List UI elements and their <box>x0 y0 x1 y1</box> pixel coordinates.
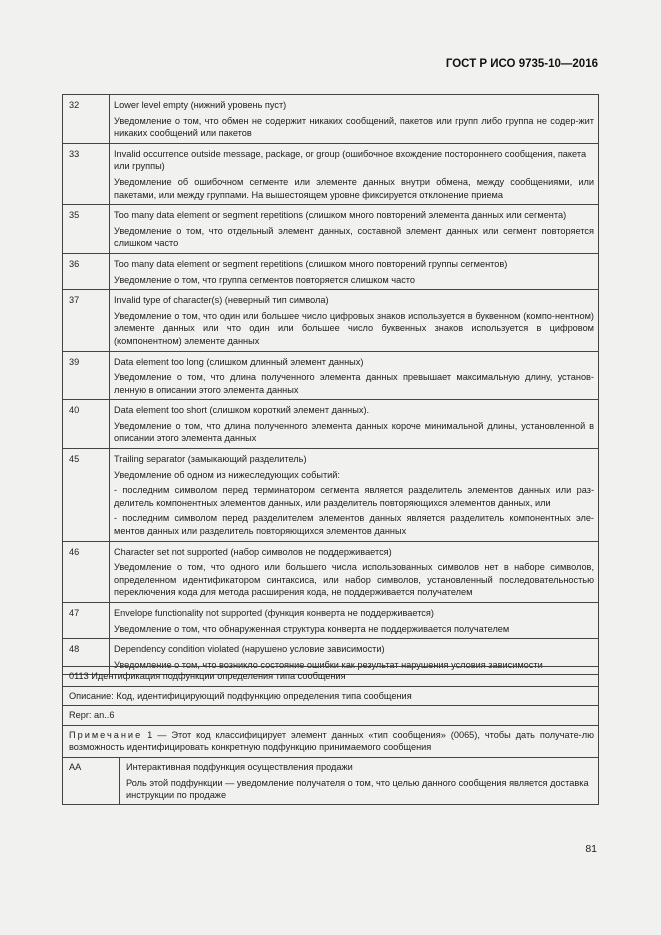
error-explanation: Уведомление о том, что возникло состояние ошибки как результат нарушения условия зависимости <box>114 659 543 670</box>
code-text: Роль этой подфункции — уведомление получателя о том, что целью данного сообщения является доставка инструкции по продаже <box>126 777 589 801</box>
error-explanation: Уведомление о том, что группа сегментов повторяется слишком часто <box>114 274 415 285</box>
error-explanation: - последним символом перед терминатором сегмента является разделитель элементов данных или раз-делитель компонентных элементов данных, или разделитель повторяющихся элементов данных, или <box>114 485 594 508</box>
error-explanation: Уведомление о том, что один или большее число цифровых знаков используется в буквенном (компо-нентном) элементе данных или что один или большее число буквенных знаков используется в цифровом (компонентном) элементе данных <box>114 310 594 346</box>
error-title: Too many data element or segment repetitions (слишком много повторений элемента данных или сегмента) <box>114 210 567 221</box>
error-codes-table <box>62 94 599 675</box>
element-heading: 0113 Идентификация подфункции определения типа сообщения <box>63 667 599 687</box>
error-description <box>110 541 599 602</box>
error-title: Data element too long (слишком длинный элемент данных) <box>114 356 364 367</box>
error-explanation: Уведомление о том, что одного или большего числа использованных символов нет в наборе символов, определенном идентификатором синтаксиса, или набор символов, установленный последовательностью переключения кода для метода расширения кода, не поддерживается получателем <box>114 562 594 598</box>
page-number: 81 <box>585 843 597 855</box>
table-row <box>63 603 599 639</box>
error-description <box>110 253 599 289</box>
error-explanation: Уведомление о том, что отдельный элемент данных, составной элемент данных или сегмент повторяется слишком часто <box>114 225 594 249</box>
error-title: Too many data element or segment repetitions (слишком много повторений группы сегментов) <box>114 258 508 269</box>
error-explanation: - последним символом перед разделителем элементов данных является разделитель компонентных эле-ментов данных или разделитель повторяющихся элементов данных <box>114 513 594 537</box>
error-title: Dependency condition violated (нарушено условие зависимости) <box>114 644 385 655</box>
data-element-table <box>62 666 599 805</box>
error-code: 33 <box>63 143 110 204</box>
table-row <box>63 449 599 542</box>
table-row <box>63 253 599 289</box>
error-description <box>110 143 599 204</box>
table-row <box>63 351 599 400</box>
table-row <box>63 290 599 351</box>
error-code: 47 <box>63 603 110 639</box>
error-code: 39 <box>63 351 110 400</box>
error-code: 46 <box>63 541 110 602</box>
code-value: AA <box>63 758 120 804</box>
error-code: 32 <box>63 95 110 144</box>
table-row <box>63 400 599 449</box>
error-title: Invalid type of character(s) (неверный тип символа) <box>114 295 329 306</box>
element-representation: Repr: an..6 <box>63 706 599 726</box>
element-note <box>63 725 599 757</box>
error-description <box>110 603 599 639</box>
error-explanation: Уведомление о том, что длина полученного элемента данных превышает максимальную длину, установ-ленную в описании этого элемента данных <box>114 372 594 395</box>
note-label: Примечание <box>69 729 143 740</box>
code-description <box>120 758 599 804</box>
error-title: Invalid occurrence outside message, package, or group (ошибочное вхождение постороннего сообщения, пакета или группы) <box>114 148 587 172</box>
error-code: 37 <box>63 290 110 351</box>
error-title: Lower level empty (нижний уровень пуст) <box>114 100 287 110</box>
error-description <box>110 351 599 400</box>
note-text: 1 — Этот код классифицирует элемент данных «тип сообщения» (0065), чтобы дать получате-лю возможность идентифицировать конкретную подфункцию принимаемого сообщения <box>69 729 594 753</box>
error-description <box>110 400 599 449</box>
error-code: 35 <box>63 205 110 254</box>
document-header: ГОСТ Р ИСО 9735-10—2016 <box>445 58 598 70</box>
table-row <box>63 541 599 602</box>
table-row <box>63 143 599 204</box>
error-code: 48 <box>63 639 110 675</box>
error-explanation: Уведомление о том, что длина полученного элемента данных короче минимальной длины, установленной в описании этого элемента данных <box>114 420 594 444</box>
error-explanation: Уведомление о том, что обмен не содержит никаких сообщений, пакетов или групп либо группа не содер-жит никаких сообщений или пакетов <box>114 115 594 139</box>
table-row <box>63 205 599 254</box>
element-description: Описание: Код, идентифицирующий подфункцию определения типа сообщения <box>63 686 599 706</box>
error-explanation: Уведомление об ошибочном сегменте или элементе данных внутри обмена, между сообщениями, или пакетами, или между группами. На вышестоящем уровне фиксируется отклонение приема <box>114 176 594 200</box>
error-title: Character set not supported (набор символов не поддерживается) <box>114 546 392 557</box>
error-code: 45 <box>63 449 110 542</box>
error-title: Envelope functionality not supported (функция конверта не поддерживается) <box>114 608 434 618</box>
error-description <box>110 95 599 144</box>
code-title: Интерактивная подфункция осуществления продажи <box>126 761 353 772</box>
error-explanation: Уведомление об одном из нижеследующих событий: <box>114 469 340 480</box>
error-description <box>110 449 599 542</box>
error-title: Trailing separator (замыкающий разделитель) <box>114 454 307 465</box>
error-explanation: Уведомление о том, что обнаруженная структура конверта не поддерживается получателем <box>114 623 510 634</box>
error-code: 36 <box>63 253 110 289</box>
error-description <box>110 290 599 351</box>
table-row <box>63 95 599 144</box>
error-code: 40 <box>63 400 110 449</box>
error-title: Data element too short (слишком короткий элемент данных). <box>114 405 370 416</box>
error-description <box>110 205 599 254</box>
code-entry <box>63 757 599 804</box>
